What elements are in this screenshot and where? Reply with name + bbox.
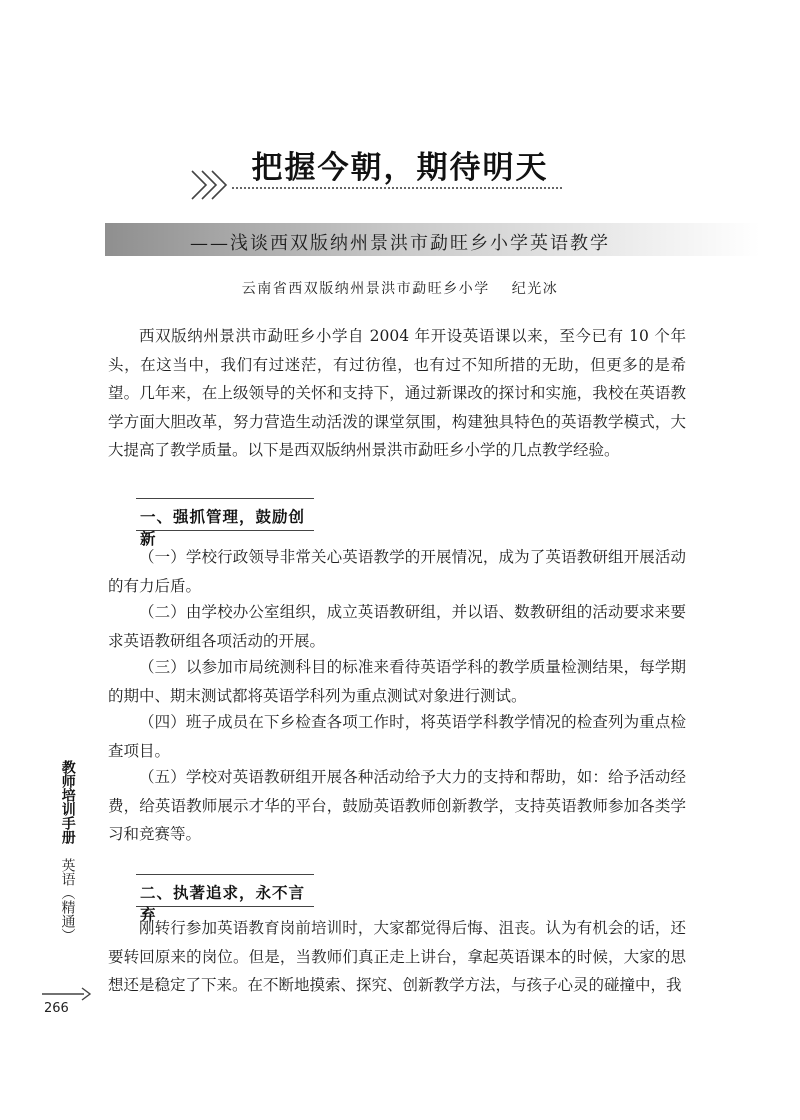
page-number: 266 (44, 1001, 69, 1016)
page-marker-arrow-icon (40, 986, 100, 1002)
author-name: 纪光冰 (511, 281, 559, 297)
author-school: 云南省西双版纳州景洪市勐旺乡小学 (241, 281, 490, 297)
list-item: （一）学校行政领导非常关心英语教学的开展情况，成为了英语教研组开展活动的有力后盾。 (108, 548, 686, 595)
list-item: （三）以参加市局统测科目的标准来看待英语学科的教学质量检测结果，每学期的期中、期末测试都将英语学科列为重点测试对象进行测试。 (108, 658, 686, 705)
intro-paragraph: 西双版纳州景洪市勐旺乡小学自 2004 年开设英语课以来，至今已有 10 个年头，在这当中，我们有过迷茫，有过彷徨，也有过不知所措的无助，但更多的是希望。几年来，在上级领导的关怀和支持下，通过新课改的探讨和实施，我校在英语教学方面大胆改革，努力营造生动活泼的课堂氛围，构建独具特色的英语教学模式，大大提高了教学质量。以下是西双版纳州景洪市勐旺乡小学的几点教学经验。 (108, 327, 686, 459)
section-heading-2-text: 二、执著追求，永不言弃 (140, 884, 306, 924)
page-title: 把握今朝，期待明天 (251, 150, 549, 186)
sidebar-subject: 英语（精通） (59, 858, 76, 942)
subtitle: ——浅谈西双版纳州景洪市勐旺乡小学英语教学 (190, 233, 610, 254)
title-dotted-rule (232, 187, 562, 189)
list-item: （二）由学校办公室组织，成立英语教研组，并以语、数教研组的活动要求来要求英语教研组各项活动的开展。 (108, 603, 686, 650)
sidebar-book-title: 教师培训手册 (59, 760, 76, 844)
list-item: （五）学校对英语教研组开展各种活动给予大力的支持和帮助，如：给予活动经费，给英语教师展示才华的平台，鼓励英语教师创新教学，支持英语教师参加各类学习和竞赛等。 (108, 768, 686, 843)
section-heading-1-text: 一、强抓管理，鼓励创新 (140, 508, 306, 548)
chevron-arrows-icon (190, 168, 234, 202)
author-line (0, 278, 800, 298)
section-2-paragraph: 刚转行参加英语教育岗前培训时，大家都觉得后悔、沮丧。认为有机会的话，还要转回原来的岗位。但是，当教师们真正走上讲台，拿起英语课本的时候，大家的思想还是稳定了下来。在不断地摸索、探究、创新教学方法，与孩子心灵的碰撞中，我 (108, 919, 686, 994)
list-item: （四）班子成员在下乡检查各项工作时，将英语学科教学情况的检查列为重点检查项目。 (108, 713, 686, 760)
section-heading-1 (136, 498, 314, 548)
section-heading-2 (136, 874, 314, 924)
sidebar-book-label (50, 760, 84, 942)
